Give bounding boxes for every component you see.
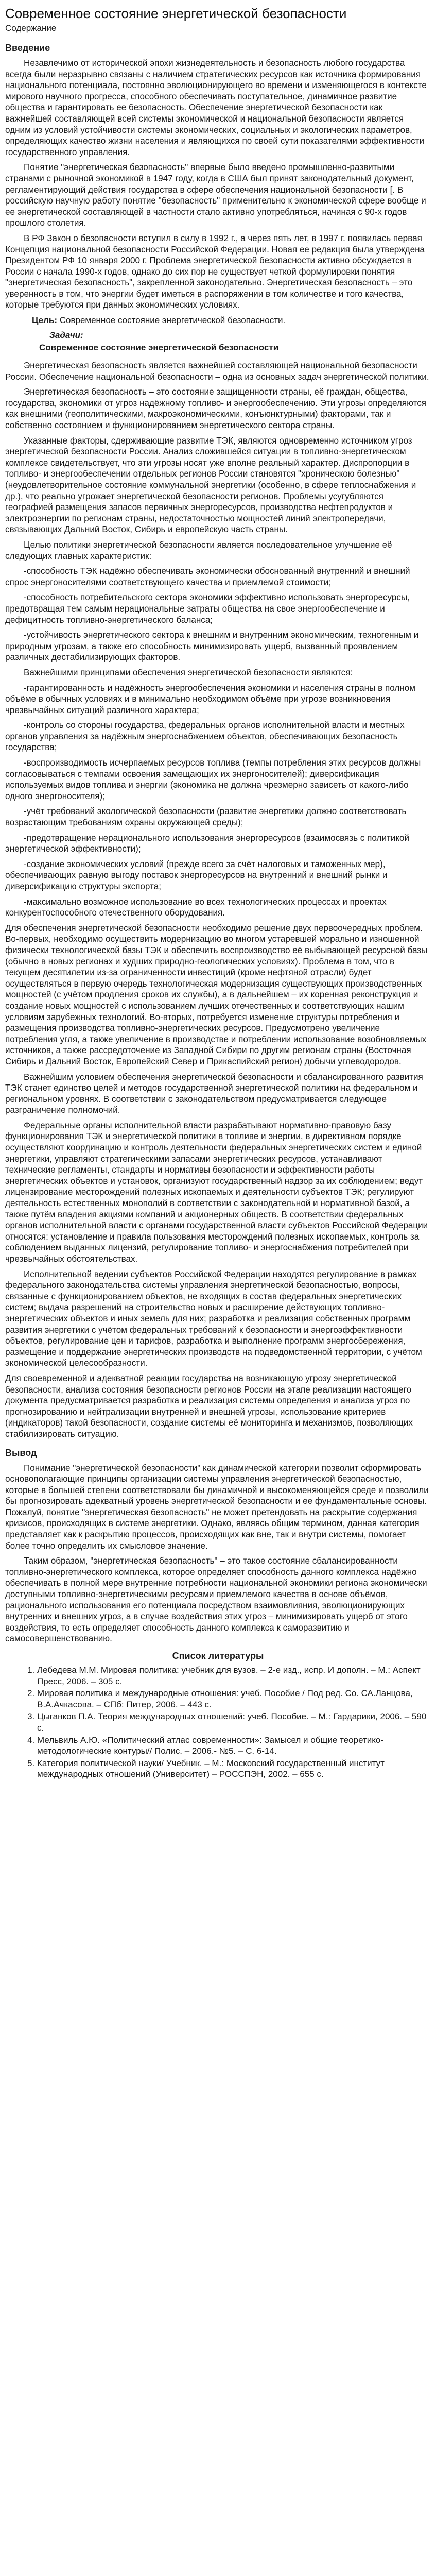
contents-label: Содержание	[5, 23, 57, 33]
list-item: -способность ТЭК надёжно обеспечивать экономически обоснованный внутренний и внешний спрос энергоносителями соответствующего качества и приемлемой стоимости;	[5, 566, 410, 587]
intro-heading: Введение	[5, 43, 50, 53]
body-paragraph: Важнейшими принципами обеспечения энергетической безопасности являются:	[24, 667, 353, 677]
intro-paragraph: Незавлечимо от исторической эпохи жизнедеятельность и безопасность любого государства всегда были неразрывно связаны с наличием стратегических ресурсов как источника формирования национального потенциала, постоянно эволюционирующего во времени и изменяющегося в контексте мирового научного прогресса, способного обеспечивать поступательное, динамичное развитие общества и гарантировать ее безопасность. Обеспечение энергетической безопасности как важнейшей составляющей всей системы экономической и национальной безопасности является одним из условий устойчивости системы экономических, социальных и экологических параметров, определяющих качество жизни населения и являющихся по своей сути показателями эффективности государственного управления.	[5, 58, 427, 157]
reference-item: 3. Цыганков П.А. Теория международных отношений: учеб. Пособие. – М.: Гардарики, 2006. – 590 с.	[37, 1711, 431, 1733]
list-item: -устойчивость энергетического сектора к внешним и внутренним экономическим, техногенным и природным угрозам, а также его способность минимизировать ущерб, вызванный проявлением различных дестабилизирующих факторов.	[5, 630, 419, 663]
intro-paragraph: Понятие "энергетическая безопасность" впервые было введено промышленно-развитыми странами с рыночной экономикой в 1947 году, когда в США был принят законодательный документ, регламентирующий действия государства в сфере обеспечения национальной безопасности [. В российскую научную работу понятие "безопасность" применительно к экономической сфере вообще и ее энергетической составляющей в частности стало активно употребляться, начиная с 90-х годов прошлого столетия.	[5, 162, 426, 228]
body-paragraph: Исполнительной ведении субъектов Российской Федерации находятся регулирование в рамках федерального законодательства системы управления энергетической безопасностью, вопросы, связанные с функционированием объектов, не входящих в состав федеральных энергетических систем; выдача разрешений на строительство новых и расширение действующих топливно-энергетических объектов и иных земель для них; разработка и реализация собственных программ развития энергетики с учётом федеральных требований к безопасности и энергоэффективности объектов, регулирование цен и тарифов, разработка и выполнение программ энергосбережения, размещение и поддержание энергетических производств на подведомственной территории, с учётом экономической целесообразности.	[5, 1269, 422, 1368]
conclusion-heading: Вывод	[5, 1447, 37, 1458]
goal-label: Цель:	[32, 315, 57, 326]
body-paragraph: Указанные факторы, сдерживающие развитие ТЭК, являются одновременно источником угроз энергетической безопасности России. Анализ сложившейся ситуации в топливно-энергетическом комплексе свидетельствует, что эти угрозы носят уже вполне реальный характер. Диспропорции в топливо- и энергообеспечении отдельных регионов России становятся "хроническою болезнью" (неудовлетворительное состояние коммунальной энергетики (особенно, в сфере теплоснабжения и др.), что реально угрожает энергетической безопасности регионов. Проблемы усугубляются географией размещения запасов первичных энергоресурсов, производства нефтепродуктов и электроэнергии по регионам страны, недостаточностью мощностей линий электропередачи, связывающих Дальний Восток, Сибирь и европейскую часть страны.	[5, 435, 416, 535]
list-item: -учёт требований экологической безопасности (развитие энергетики должно соответствовать возрастающим требованиям охраны окружающей среды);	[5, 806, 407, 828]
tasks-label: Задачи:	[49, 330, 83, 341]
document-title: Современное состояние энергетической безопасности	[5, 6, 347, 21]
body-paragraph: Федеральные органы исполнительной власти разрабатывают нормативно-правовую базу функционирования ТЭК и энергетической политики в топливе и энергии, в директивном порядке осуществляют координацию и контроль деятельности федеральных энергетических систем и единой энергетики, управляют стратегическими запасами энергетических ресурсов, устанавливают технические регламенты, стандарты и нормативы безопасности и эффективности работы энергетических объектов и установок, организуют государственный надзор за их соблюдением; ведут лицензирование месторождений полезных ископаемых и деятельности субъектов ТЭК; регулируют деятельность естественных монополий в соответствии с законодательной и нормативной базой, а также путём владения акциями компаний и акционерных обществ. В соответствии федеральных органов исполнительной власти с органами государственной власти субъектов Российской Федерации относятся: установление и правила пользования месторождений полезных ископаемых, контроль за соблюдением выданных лицензий, регулирование топливо- и энергоснабжения потребителей при чрезвычайных обстоятельствах.	[5, 1120, 428, 1264]
references-list	[28, 1665, 431, 1780]
reference-item: 2. Мировая политика и международные отношения: учеб. Пособие / Под ред. Со. СА.Ланцова, В.А.Ачкасова. – СПб: Питер, 2006. – 443 с.	[37, 1688, 431, 1710]
body-paragraph: Энергетическая безопасность является важнейшей составляющей национальной безопасности России. Обеспечение национальной безопасности – одна из основных задач энергетической политики.	[5, 361, 429, 382]
list-item: -максимально возможное использование во всех технологических процессах и проектах конкурентоспособного отечественного оборудования.	[5, 896, 387, 918]
conclusion-paragraph: Таким образом, "энергетическая безопасность" – это такое состояние сбалансированности топливно-энергетического комплекса, которое определяет способность данного комплекса надёжно обеспечивать в полной мере внутренние потребности национальной экономики региона экономически доступными топливно-энергетическими ресурсами приемлемого качества в основе объёмов, рационального использования его потенциала посредством взаимовлияния, эволюционирующих внутренних и внешних угроз, а в случае воздействия этих угроз – минимизировать ущерб от этого воздействия, то есть определяет способность данного комплекса к саморазвитию и самосовершенствованию.	[5, 1556, 427, 1644]
references-heading: Список литературы	[172, 1651, 264, 1661]
body-paragraph: Для обеспечения энергетической безопасности необходимо решение двух первоочередных проблем. Во-первых, необходимо осуществить модернизацию во многом устаревшей морально и изношенной физически технологической базы ТЭК и обеспечить воспроизводство её выбывающей ресурсной базы (обычно в новых регионах и худших природно-геологических условиях). Проблема в том, что в текущем десятилетии из-за ограниченности инвестиций (кроме нефтяной отрасли) будет осуществляться в первую очередь технологическая модернизация существующих производственных мощностей (с учётом продления сроков их службы), а в дальнейшем – их коренная реконструкция и создание новых мощностей с использованием лучших отечественных и соответствующих нашим условиям зарубежных технологий. Во-вторых, потребуется изменение структуры потребления и размещения производства топливно-энергетических ресурсов. Предусмотрено увеличение потребления угля, а также увеличение в производстве и потреблении использование возобновляемых источников, а также рассредоточение из Западной Сибири по другим регионам страны (Восточная Сибирь и Дальний Восток, Европейский Север и Прикаспийский регион) добычи углеводородов.	[5, 923, 428, 1066]
reference-item: 4. Мельвиль А.Ю. «Политический атлас современности»: Замысел и общие теоретико-методологические контуры// Полис. – 2006.- №5. – С. 6-14.	[37, 1735, 431, 1757]
list-item: -предотвращение нерационального использования энергоресурсов (взаимосвязь с политикой энергетической эффективности);	[5, 833, 410, 854]
goal-line	[32, 315, 431, 326]
list-item: -гарантированность и надёжность энергообеспечения экономики и населения страны в полном объёме в обычных условиях и в минимально необходимом объёме при угрозе возникновения чрезвычайных ситуаций различного характера;	[5, 683, 416, 715]
list-item: -создание экономических условий (прежде всего за счёт налоговых и таможенных мер), обеспечивающих равную выгоду поставок энергоресурсов на внутренний и внешний рынки и диверсификацию структуры экспорта;	[5, 859, 388, 891]
intro-paragraph: В РФ Закон о безопасности вступил в силу в 1992 г., а через пять лет, в 1997 г. появилась первая Концепция национальной безопасности Российской Федерации. Новая ее редакция была утверждена Президентом РФ 10 января 2000 г. Проблема энергетической безопасности активно обсуждается в России с начала 1990-х годов, однако до сих пор не существует четкой формулировки понятия "энергетическая безопасность", закрепленной законодательно. Энергетическая безопасность – это уверенность в том, что энергии будет иметься в распоряжении в том количестве и того качества, которые требуются при данных экономических условиях.	[5, 233, 425, 310]
conclusion-paragraph: Понимание "энергетической безопасности" как динамической категории позволит сформировать основополагающие принципы организации системы управления энергетической безопасностью, которые в большей степени соответствовали бы динамичной и высокоменяющейся среде и позволили бы прогнозировать адекватный уровень энергетической безопасности и ее фундаментальные основы. Пожалуй, понятие "энергетическая безопасность" не может претендовать на раскрытие содержания кризисов, происходящих в системе энергетики. Однако, являясь общим термином, данная категория представляет как к раскрытию процессов, происходящих как вне, так и внутри системы, помогает более точно определить их смысловое значение.	[5, 1463, 429, 1551]
list-item: -контроль со стороны государства, федеральных органов исполнительной власти и местных органов управления за надёжным энергоснабжением объектов, обеспечивающих безопасность государства;	[5, 720, 405, 753]
reference-item: 5. Категория политической науки/ Учебник. – М.: Московский государственный институт международных отношений (Университет) – РОССПЭН, 2002. – 655 с.	[37, 1758, 431, 1780]
list-item: -способность потребительского сектора экономики эффективно использовать энергоресурсы, предотвращая тем самым нерациональные затраты общества на свое энергообеспечение и дефицитность топливно-энергетического баланса;	[5, 592, 410, 625]
body-paragraph: Энергетическая безопасность – это состояние защищенности страны, её граждан, общества, государства, экономики от угроз надёжному топливо- и энергообеспечению. Эти угрозы определяются как внешними (геополитическими, макроэкономическими, конъюнктурными) факторами, так и собственно состоянием и функционированием энергетического сектора страны.	[5, 387, 427, 431]
goal-text: Современное состояние энергетической безопасности.	[59, 315, 286, 326]
body-paragraph: Целью политики энергетической безопасности является последовательное улучшение её следующих главных характеристик:	[5, 539, 392, 561]
tasks-text: Современное состояние энергетической безопасности	[39, 343, 279, 353]
body-paragraph: Важнейшим условием обеспечения энергетической безопасности и сбалансированного развития ТЭК станет единство целей и методов государственной энергетической политики на федеральном и региональном уровнях. В соответствии с законодательством предусматривается следующее разграничение полномочий.	[5, 1072, 423, 1115]
list-item: -воспроизводимость исчерпаемых ресурсов топлива (темпы потребления этих ресурсов должны согласовываться с темпами освоения замещающих их энергоносителей); диверсификация используемых видов топлива и энергии (экономика не должна чрезмерно зависеть от какого-либо одного энергоносителя);	[5, 758, 421, 801]
body-paragraph: Для своевременной и адекватной реакции государства на возникающую угрозу энергетической безопасности, анализа состояния безопасности регионов России на этапе реализации настоящего документа предусматривается разработка и реализация системы определения и анализа угроз по прогнозированию и нейтрализации внутренней и внешней угрозы, использование критериев (индикаторов) такой безопасности, создание системы её мониторинга и механизмов, позволяющих стабилизировать ситуацию.	[5, 1373, 413, 1439]
reference-item: 1. Лебедева М.М. Мировая политика: учебник для вузов. – 2-е изд., испр. И дополн. – М.: Аспект Пресс, 2006. – 305 с.	[37, 1665, 431, 1687]
